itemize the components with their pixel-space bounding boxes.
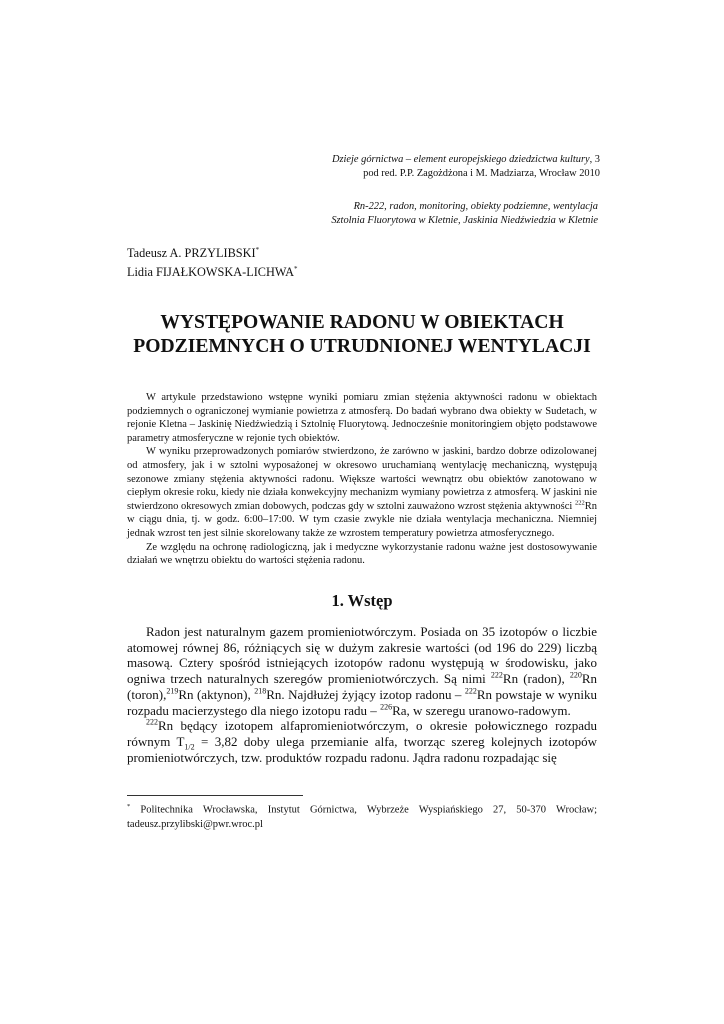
footnote: * Politechnika Wrocławska, Instytut Górnictwa, Wybrzeże Wyspiańskiego 27, 50-370 Wrocław; tadeusz.przylibski@pwr.wroc.pl: [127, 803, 597, 830]
abstract-paragraph-1: W artykule przedstawiono wstępne wyniki pomiaru zmian stężenia aktywności radonu w obiektach podziemnych o ograniczonej wymianie powietrza z atmosferą. Do badań wybrano dwa obiekty w Sudetach, w rejonie Kletna – Jaskinię Niedźwiedzią i Sztolnię Fluorytową. Jednocześnie monitoringiem objęto podstawowe parametry atmosferyczne w rejonie tych obiektów.: [127, 392, 597, 444]
title-line-2: PODZIEMNYCH O UTRUDNIONEJ WENTYLACJI: [133, 336, 591, 357]
abstract: [127, 391, 597, 568]
body-paragraph-2: $^{222}$Rn będący izotopem alfapromieniotwórczym, o okresie połowicznego rozpadu równym $T_{1/2} = 3,82$ doby ulega przemianie alfa, tworząc szereg kolejnych izotopów promieniotwórczych, tzw. produktów rozpadu radonu. Jądra radonu rozpadając się: [127, 717, 597, 765]
series-line-1: Dzieje górnictwa – element europejskiego dziedzictwa kultury, 3: [332, 154, 600, 165]
abstract-paragraph-3: Ze względu na ochronę radiologiczną, jak i medyczne wykorzystanie radonu ważne jest dostosowywanie działań we wnętrzu obiektu do wartości stężenia radonu.: [127, 541, 597, 567]
section-heading: 1. Wstęp: [331, 591, 393, 610]
abstract-paragraph-2: W wyniku przeprowadzonych pomiarów stwierdzono, że zarówno w jaskini, bardzo dobrze odizolowanej od atmosfery, jak i w sztolni wyposażonej w okresowo uruchamianą wentylację mechaniczną, występują sezonowe zmiany stężenia aktywności radonu. Większe wartości wewnątrz obu obiektów zanotowano w ciepłym okresie roku, kiedy nie działa konwekcyjny mechanizm wymiany powietrza z atmosferą. W jaskini nie stwierdzono okresowych zmian dobowych, podczas gdy w sztolni zauważono wzrost stężenia aktywności $^{222}$Rn w ciągu dnia, tj. w godz. 6:00–17:00. W tym czasie zwykle nie działa wentylacja mechaniczna. Niemniej jednak wzrost ten jest silnie skorelowany także ze wzrostem temperatury powietrza atmosferycznego.: [127, 446, 597, 539]
keywords-line-2: Sztolnia Fluorytowa w Kletnie, Jaskinia Niedźwiedzia w Kletnie: [331, 215, 598, 226]
paper-title: [127, 311, 597, 359]
series-citation: [332, 153, 600, 181]
body-paragraph-1: Radon jest naturalnym gazem promieniotwórczym. Posiada on 35 izotopów o liczbie atomowej równej 86, różniących się w dużym zakresie wartości (od 196 do 229) liczbą masową. Cztery spośród istniejących izotopów radonu występują w środowisku, jako ogniwa trzech naturalnych szeregów promieniotwórczych. Są nimi $^{222}$Rn (radon), $^{220}$Rn (toron),$^{219}$Rn (aktynon), $^{218}$Rn. Najdłużej żyjący izotop radonu – $^{222}$Rn powstaje w wyniku rozpadu macierzystego dla niego izotopu radu – $^{226}$Ra, w szeregu uranowo-radowym.: [127, 624, 597, 718]
author-2: Lidia FIJAŁKOWSKA-LICHWA*: [127, 265, 298, 280]
title-line-1: WYSTĘPOWANIE RADONU W OBIEKTACH: [160, 312, 564, 333]
series-line-2: pod red. P.P. Zagożdżona i M. Madziarza, Wrocław 2010: [363, 168, 600, 179]
author-1: Tadeusz A. PRZYLIBSKI*: [127, 246, 260, 261]
body-text: [127, 624, 597, 765]
keywords: [331, 200, 598, 228]
keywords-line-1: Rn-222, radon, monitoring, obiekty podziemne, wentylacja: [353, 201, 598, 212]
author-list: [127, 242, 298, 280]
footnote-affiliation: Politechnika Wrocławska, Instytut Górnictwa, Wybrzeże Wyspiańskiego 27, 50-370 Wrocław; tadeusz.przylibski@pwr.wroc.pl: [127, 804, 597, 830]
footnote-divider: [127, 795, 303, 796]
